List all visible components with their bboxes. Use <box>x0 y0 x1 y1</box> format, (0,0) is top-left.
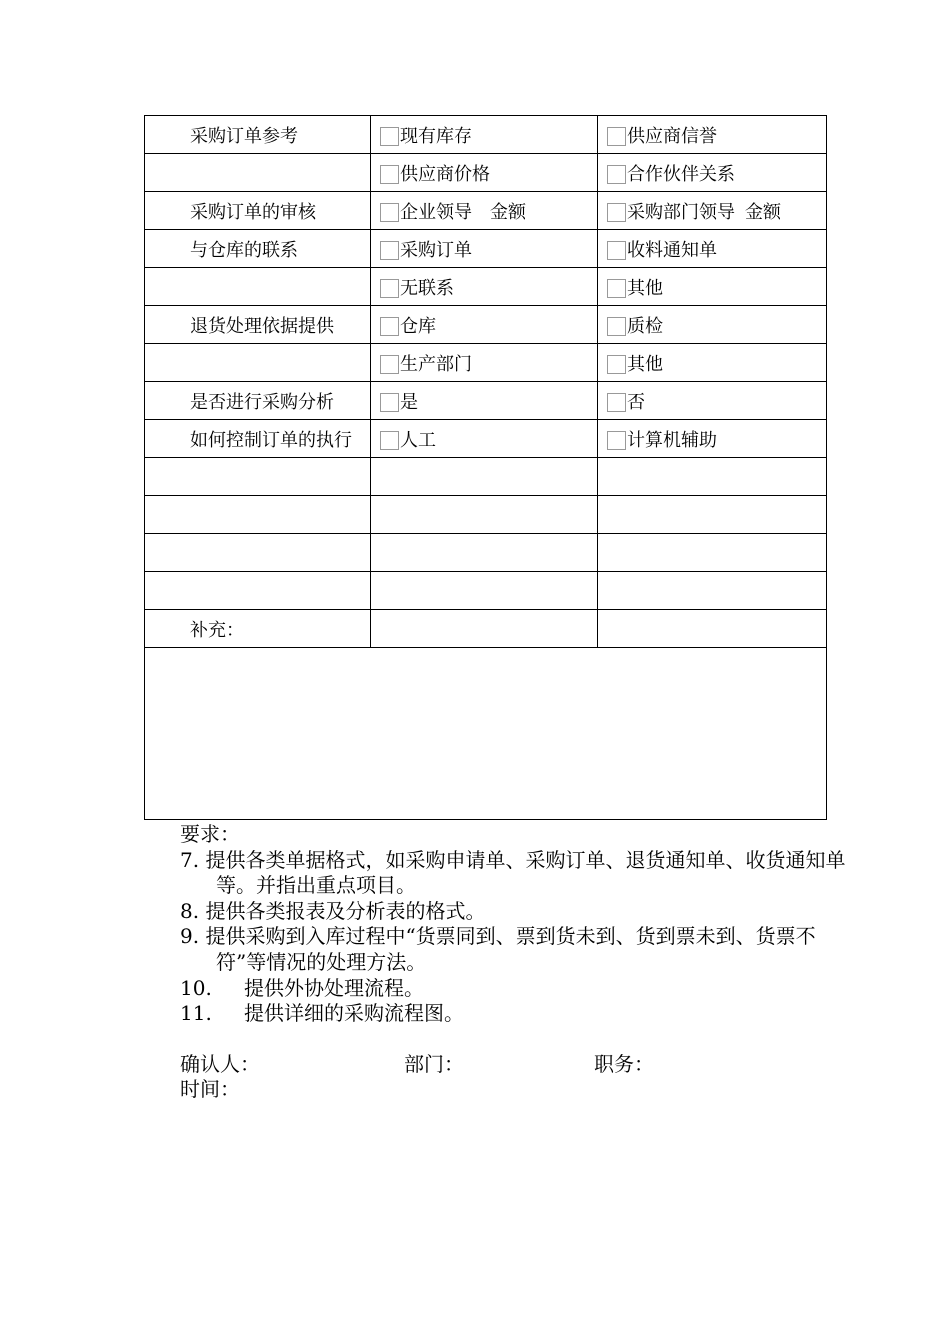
table-row <box>145 306 827 344</box>
list-item <box>180 899 846 925</box>
row-label: 采购订单的审核 <box>145 192 371 230</box>
checkbox[interactable] <box>607 165 626 184</box>
row-label <box>145 154 371 192</box>
requirements-section <box>180 822 846 1027</box>
option-label: 其他 <box>627 353 663 375</box>
empty-cell[interactable] <box>145 458 371 496</box>
signoff-section <box>180 1052 654 1102</box>
item-number: 7. <box>180 847 200 872</box>
option-label: 采购订单 <box>400 239 472 261</box>
checkbox[interactable] <box>607 393 626 412</box>
option-cell <box>371 344 598 382</box>
option-label: 企业领导 <box>400 201 472 223</box>
checkbox[interactable] <box>380 241 399 260</box>
table-row <box>145 116 827 154</box>
amount-label: 金额 <box>745 201 781 223</box>
checkbox[interactable] <box>380 355 399 374</box>
option-label: 收料通知单 <box>627 239 717 261</box>
option-label: 计算机辅助 <box>627 429 717 451</box>
checkbox[interactable] <box>380 279 399 298</box>
amount-label: 金额 <box>490 201 526 223</box>
empty-cell[interactable] <box>145 572 371 610</box>
survey-form-table <box>144 115 827 820</box>
option-label: 人工 <box>400 429 436 451</box>
table-row <box>145 420 827 458</box>
time-label: 时间： <box>180 1077 240 1101</box>
option-cell <box>371 230 598 268</box>
empty-row <box>145 458 827 496</box>
empty-cell[interactable] <box>371 496 598 534</box>
option-cell <box>598 230 827 268</box>
empty-cell[interactable] <box>371 534 598 572</box>
checkbox[interactable] <box>607 317 626 336</box>
option-cell <box>371 420 598 458</box>
checkbox[interactable] <box>607 203 626 222</box>
checkbox[interactable] <box>607 431 626 450</box>
item-text: 提供各类单据格式，如采购申请单、采购订单、退货通知单、收货通知单等。并指出重点项目。 <box>205 847 846 898</box>
option-label: 供应商信誉 <box>627 125 717 147</box>
position-label: 职务： <box>594 1052 654 1076</box>
requirements-title: 要求： <box>180 822 240 846</box>
list-item <box>180 976 846 1002</box>
item-number: 11. <box>180 1001 212 1026</box>
checkbox[interactable] <box>607 241 626 260</box>
option-cell <box>371 154 598 192</box>
option-label: 采购部门领导 <box>627 201 735 223</box>
row-label <box>145 268 371 306</box>
supplement-row <box>145 610 827 648</box>
requirements-list <box>180 848 846 1027</box>
table-row <box>145 268 827 306</box>
list-item <box>180 924 846 975</box>
option-label: 其他 <box>627 277 663 299</box>
option-label: 无联系 <box>400 277 454 299</box>
signoff-row <box>180 1052 654 1077</box>
option-cell <box>598 154 827 192</box>
row-label: 退货处理依据提供 <box>145 306 371 344</box>
option-cell <box>598 268 827 306</box>
option-label: 是 <box>400 391 418 413</box>
empty-row <box>145 534 827 572</box>
checkbox[interactable] <box>607 279 626 298</box>
table-row <box>145 154 827 192</box>
checkbox[interactable] <box>607 127 626 146</box>
option-cell <box>598 192 827 230</box>
item-text: 提供各类报表及分析表的格式。 <box>205 898 486 923</box>
item-text: 提供采购到入库过程中“货票同到、票到货未到、货到票未到、货票不符”等情况的处理方法。 <box>205 924 816 974</box>
confirmer-label: 确认人： <box>180 1052 260 1076</box>
checkbox[interactable] <box>380 165 399 184</box>
option-cell <box>598 306 827 344</box>
option-label: 质检 <box>627 315 663 337</box>
row-label: 如何控制订单的执行 <box>145 420 371 458</box>
option-cell <box>371 268 598 306</box>
item-number: 9. <box>180 924 200 949</box>
empty-cell[interactable] <box>371 458 598 496</box>
option-cell <box>371 192 598 230</box>
checkbox[interactable] <box>380 127 399 146</box>
empty-row <box>145 496 827 534</box>
supplement-label: 补充： <box>145 610 371 648</box>
table-row <box>145 230 827 268</box>
table-row <box>145 344 827 382</box>
list-item <box>180 1001 846 1027</box>
table-row <box>145 382 827 420</box>
option-label: 否 <box>627 391 645 413</box>
notes-row <box>145 648 827 820</box>
checkbox[interactable] <box>607 355 626 374</box>
empty-cell[interactable] <box>145 534 371 572</box>
option-label: 现有库存 <box>400 125 472 147</box>
option-cell <box>371 382 598 420</box>
option-label: 供应商价格 <box>400 163 490 185</box>
item-text: 提供外协处理流程。 <box>244 975 424 1000</box>
option-label: 生产部门 <box>400 353 472 375</box>
empty-cell[interactable] <box>371 610 598 648</box>
row-label: 与仓库的联系 <box>145 230 371 268</box>
empty-row <box>145 572 827 610</box>
row-label: 是否进行采购分析 <box>145 382 371 420</box>
empty-cell[interactable] <box>371 572 598 610</box>
supplement-notes-area[interactable] <box>145 648 827 820</box>
option-cell <box>598 420 827 458</box>
empty-cell[interactable] <box>598 496 827 534</box>
row-label: 采购订单参考 <box>145 116 371 154</box>
checkbox[interactable] <box>380 203 399 222</box>
option-cell <box>598 382 827 420</box>
option-label: 仓库 <box>400 315 436 337</box>
option-cell <box>371 306 598 344</box>
item-number: 10. <box>180 975 212 1000</box>
checkbox[interactable] <box>380 431 399 450</box>
department-label: 部门： <box>404 1052 464 1076</box>
empty-cell[interactable] <box>598 610 827 648</box>
option-cell <box>598 116 827 154</box>
option-cell <box>598 344 827 382</box>
option-label: 合作伙伴关系 <box>627 163 735 185</box>
item-number: 8. <box>180 898 200 923</box>
option-cell <box>371 116 598 154</box>
item-text: 提供详细的采购流程图。 <box>244 1001 464 1026</box>
table-row <box>145 192 827 230</box>
checkbox[interactable] <box>380 317 399 336</box>
empty-cell[interactable] <box>598 534 827 572</box>
checkbox[interactable] <box>380 393 399 412</box>
row-label <box>145 344 371 382</box>
empty-cell[interactable] <box>598 572 827 610</box>
empty-cell[interactable] <box>145 496 371 534</box>
empty-cell[interactable] <box>598 458 827 496</box>
list-item <box>180 848 846 899</box>
